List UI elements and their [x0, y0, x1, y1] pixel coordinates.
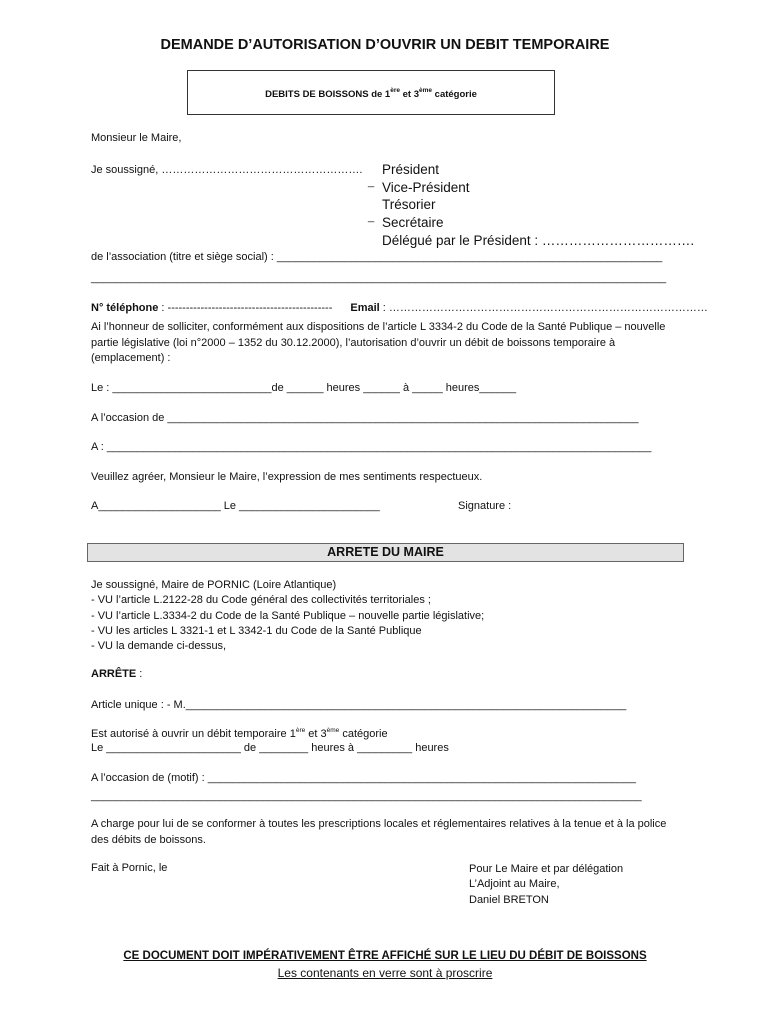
association-line: de l’association (titre et siège social) : _______________________________________________________________: [91, 251, 663, 263]
role-secretary: Secrétaire: [382, 215, 444, 231]
date-line: Le : __________________________de ______ heures ______ à _____ heures______: [91, 382, 517, 394]
authorized-date-line: Le ______________________ de ________ heures à _________ heures: [91, 742, 449, 754]
undersigned-line: Je soussigné, ……………………………………………….: [91, 164, 363, 176]
respect-line: Veuillez agréer, Monsieur le Maire, l’expression de mes sentiments respectueux.: [91, 471, 483, 483]
category-box: [187, 70, 555, 115]
arrete-title: ARRETE DU MAIRE: [327, 545, 444, 559]
association-line-2: ______________________________________________________________________________________________: [91, 272, 667, 284]
charge-paragraph: A charge pour lui de se conformer à toutes les prescriptions locales et réglementaires relatives à la tenue et à la police des débits de boissons.: [91, 818, 667, 846]
email-label: Email: [350, 302, 380, 314]
phone-value: : ---------------------------------------------: [158, 302, 333, 314]
arrete-line: Je soussigné, Maire de PORNIC (Loire Atlantique): [91, 579, 337, 591]
role-dash-2: _: [368, 211, 375, 223]
authorized-line: Est autorisé à ouvrir un débit temporaire 1ère et 3ème catégorie: [91, 727, 388, 740]
contact-line: [91, 302, 708, 314]
signatory-name: Daniel BRETON: [469, 893, 549, 906]
role-vice-president: Vice-Président: [382, 179, 470, 195]
article-line: Article unique : - M.________________________________________________________________________: [91, 699, 627, 711]
role-president: Président: [382, 162, 440, 177]
email-value: : ……………………………………………………………………………: [379, 302, 708, 314]
delegation-line: Pour Le Maire et par délégation: [469, 863, 624, 875]
arrete-line: - VU l’article L.3334-2 du Code de la Santé Publique – nouvelle partie législative;: [91, 609, 485, 622]
glass-notice: Les contenants en verre sont à proscrire: [277, 966, 493, 980]
arrete-line: - VU les articles L 3321-1 et L 3342-1 du Code de la Santé Publique: [91, 624, 422, 637]
phone-label: N° téléphone: [91, 302, 159, 314]
document-title: DEMANDE D’AUTORISATION D’OUVRIR UN DEBIT TEMPORAIRE: [160, 37, 610, 53]
category-box-label: DEBITS DE BOISSONS de 1ère et 3ème catégorie: [265, 87, 477, 100]
motif-line: A l’occasion de (motif) : ______________________________________________________________________: [91, 772, 637, 784]
fait-line: Fait à Pornic, le: [91, 862, 168, 874]
arrete-considerations: [91, 578, 484, 654]
arrete-line: - VU la demande ci-dessus,: [91, 640, 227, 653]
signature-label: Signature :: [458, 500, 512, 512]
occasion-line: A l’occasion de _____________________________________________________________________________: [91, 412, 639, 424]
display-notice: CE DOCUMENT DOIT IMPÉRATIVEMENT ÊTRE AFFICHÉ SUR LE LIEU DU DÉBIT DE BOISSONS: [123, 950, 647, 962]
arrete-decision: ARRÊTE :: [91, 668, 143, 680]
role-delegate: Délégué par le Président : …………………………….: [382, 232, 695, 248]
arrete-line: - VU l’article L.2122-28 du Code général des collectivités territoriales ;: [91, 594, 431, 607]
mayor-signature-block: [469, 862, 623, 908]
role-dash-1: _: [368, 176, 375, 188]
motif-line-2: __________________________________________________________________________________________: [91, 790, 642, 802]
place-a-line: A : _________________________________________________________________________________________: [91, 441, 652, 453]
honor-paragraph: Ai l’honneur de solliciter, conformément aux dispositions de l’article L 3334-2 du Code de la Santé Publique – nouvelle partie législative (loi n°2000 – 1352 du 30.12.2000), l’autorisation d’ouvrir un débit de boissons temporaire à (emplacement) :: [91, 321, 666, 364]
deputy-line: L’Adjoint au Maire,: [469, 878, 560, 891]
place-date-line: A____________________ Le _______________________: [91, 500, 380, 512]
role-treasurer: Trésorier: [382, 197, 436, 213]
salutation: Monsieur le Maire,: [91, 132, 182, 144]
arrete-band: [87, 543, 684, 562]
role-list: [382, 161, 694, 250]
